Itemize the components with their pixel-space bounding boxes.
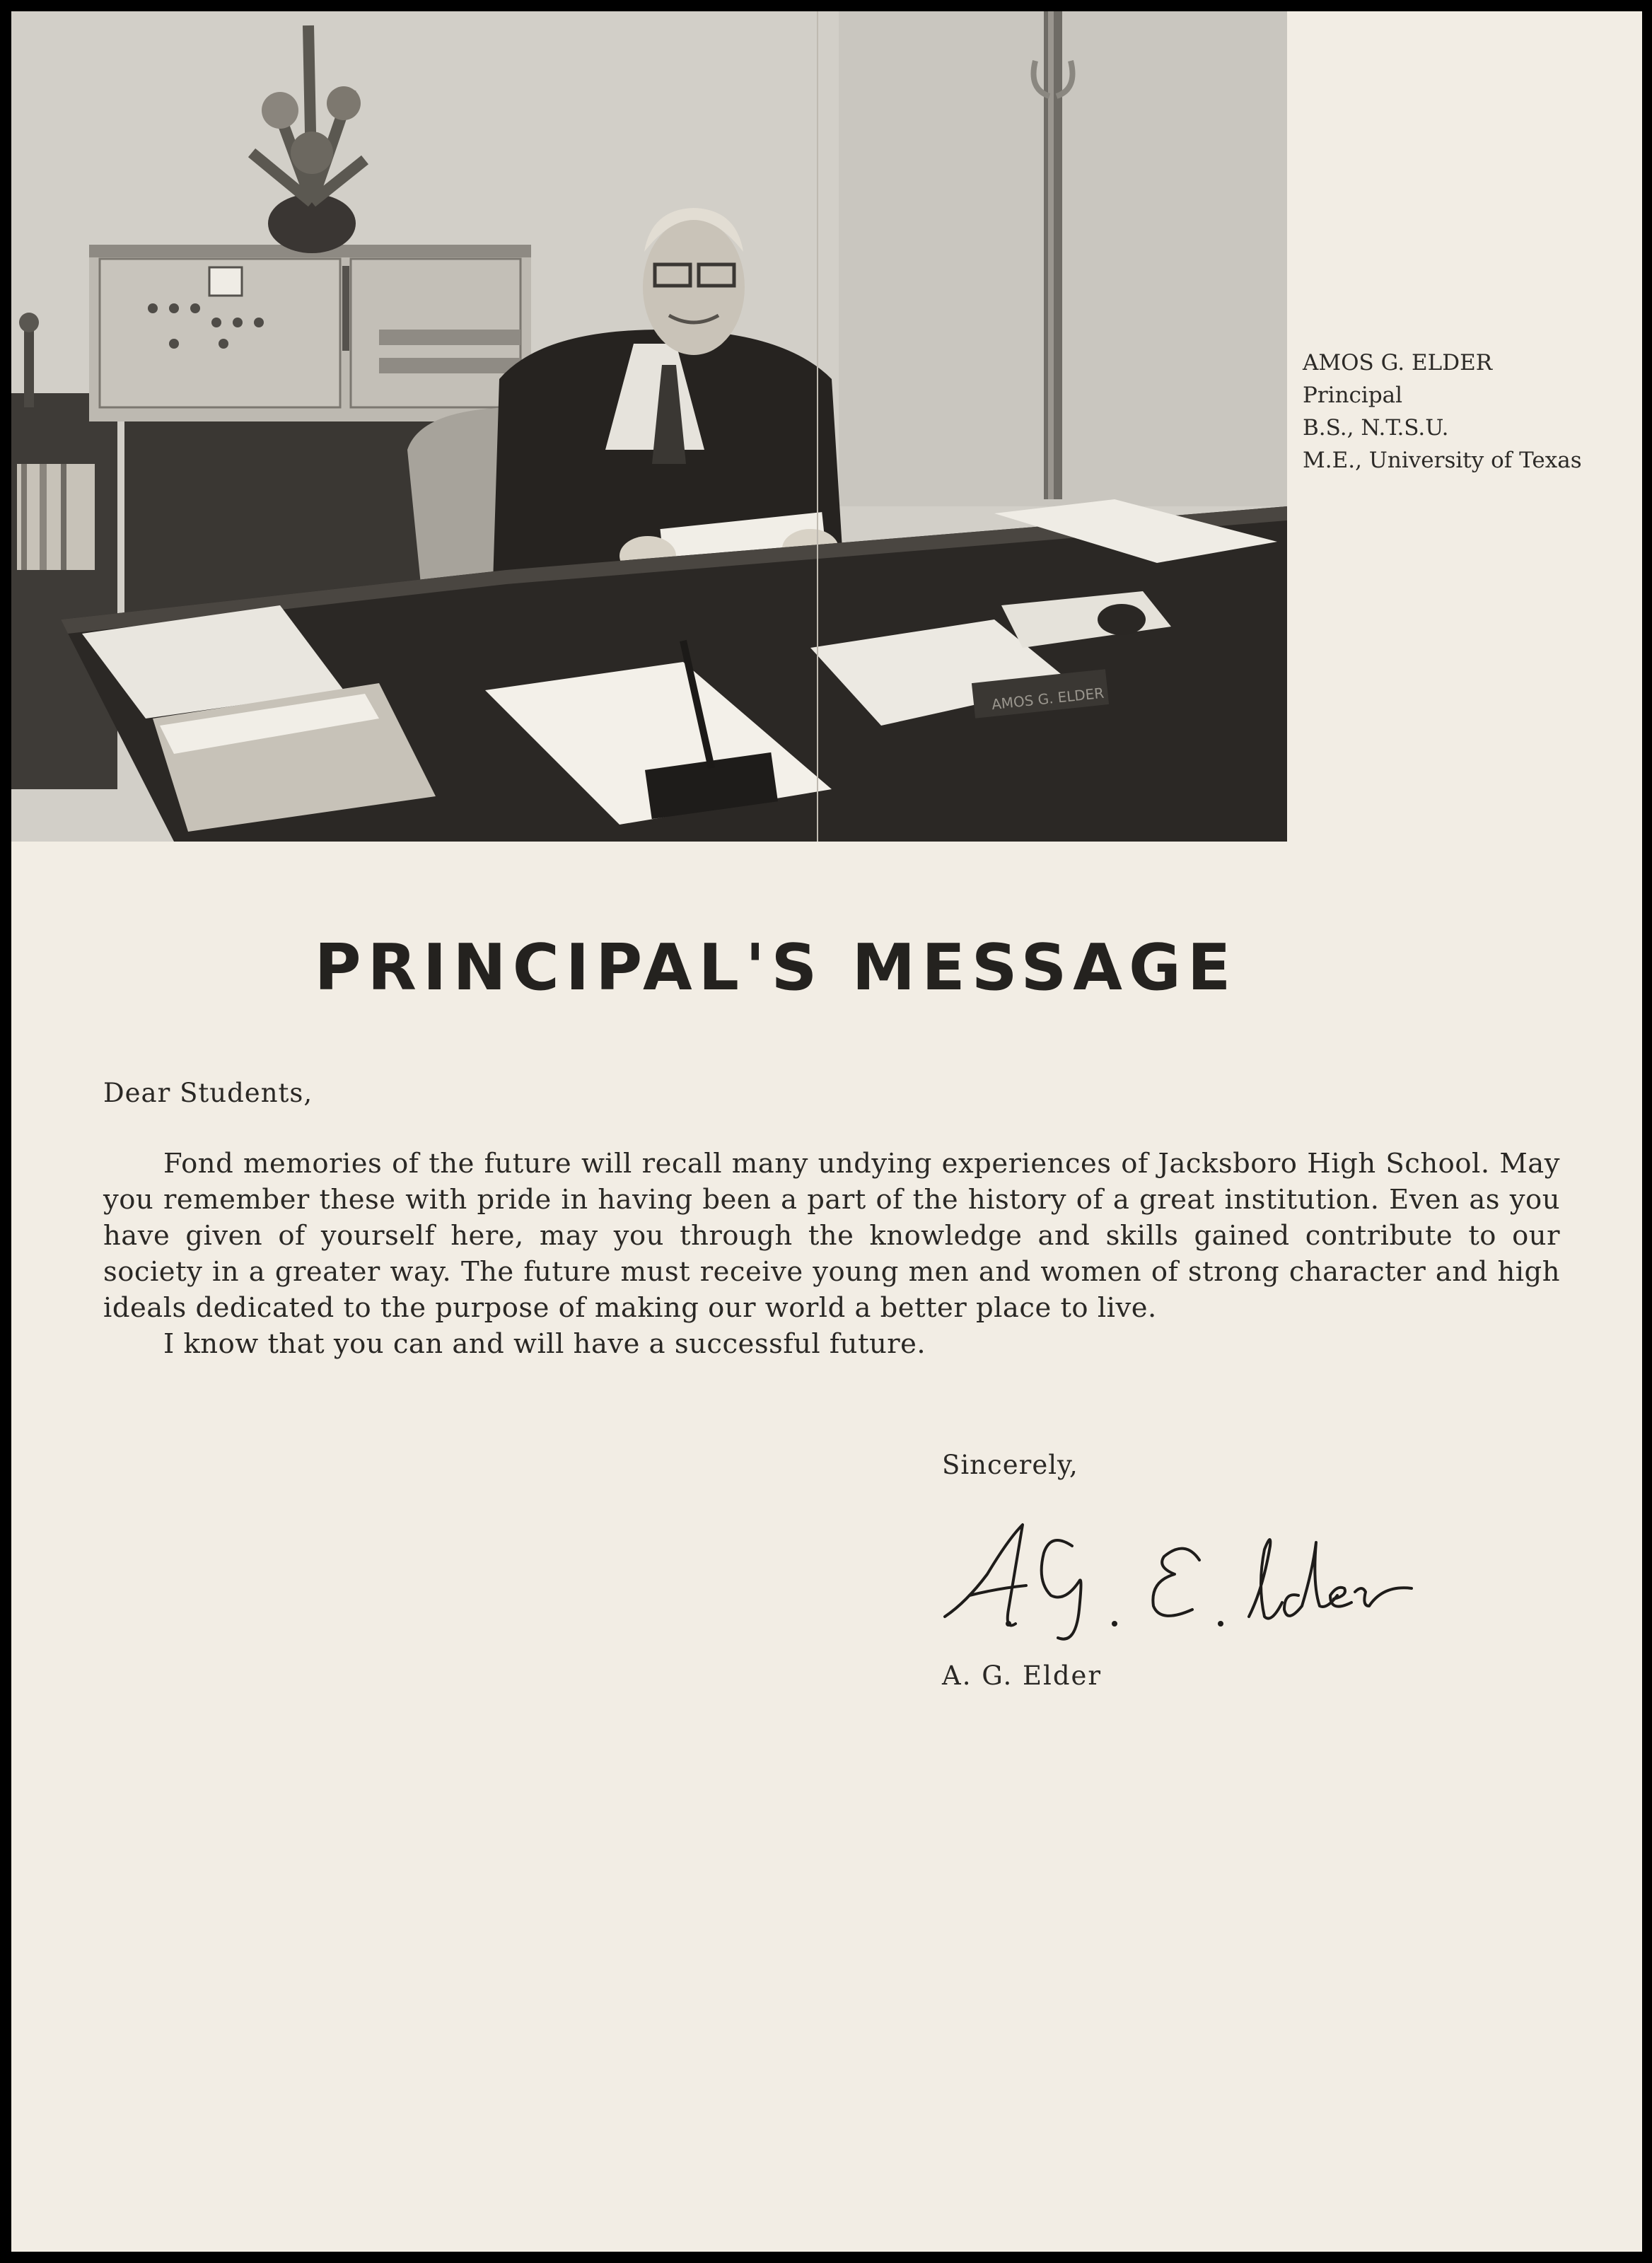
desk-nameplate: AMOS G. ELDER bbox=[990, 684, 1105, 714]
letter-body bbox=[103, 1146, 1560, 1362]
signed-name: A. G. Elder bbox=[942, 1660, 1103, 1691]
caption-degree-1: B.S., N.T.S.U. bbox=[1303, 415, 1449, 441]
caption-title: Principal bbox=[1303, 383, 1403, 408]
yearbook-page bbox=[11, 11, 1642, 2252]
photo-caption bbox=[1303, 347, 1582, 477]
letter-salutation: Dear Students, bbox=[103, 1078, 313, 1108]
caption-degree-2: M.E., University of Texas bbox=[1303, 448, 1582, 473]
principal-photo bbox=[11, 11, 1287, 842]
signature-image bbox=[931, 1511, 1468, 1652]
caption-name: AMOS G. ELDER bbox=[1303, 350, 1493, 376]
letter-paragraph-2: I know that you can and will have a successful future. bbox=[163, 1328, 926, 1360]
page-title: PRINCIPAL'S MESSAGE bbox=[314, 931, 1238, 1005]
letter-paragraph-1: Fond memories of the future will recall many undying experiences of Jacksboro High School. May you remember these with pride in having been a part of the history of a great institution. Even as you have given of yourself here, may you through the knowledge and skills gained contribute to our society in a greater way. The future must receive young men and women of strong character and high ideals dedicated to the purpose of making our world a better place to live. bbox=[103, 1148, 1560, 1324]
letter-closing: Sincerely, bbox=[942, 1450, 1078, 1480]
